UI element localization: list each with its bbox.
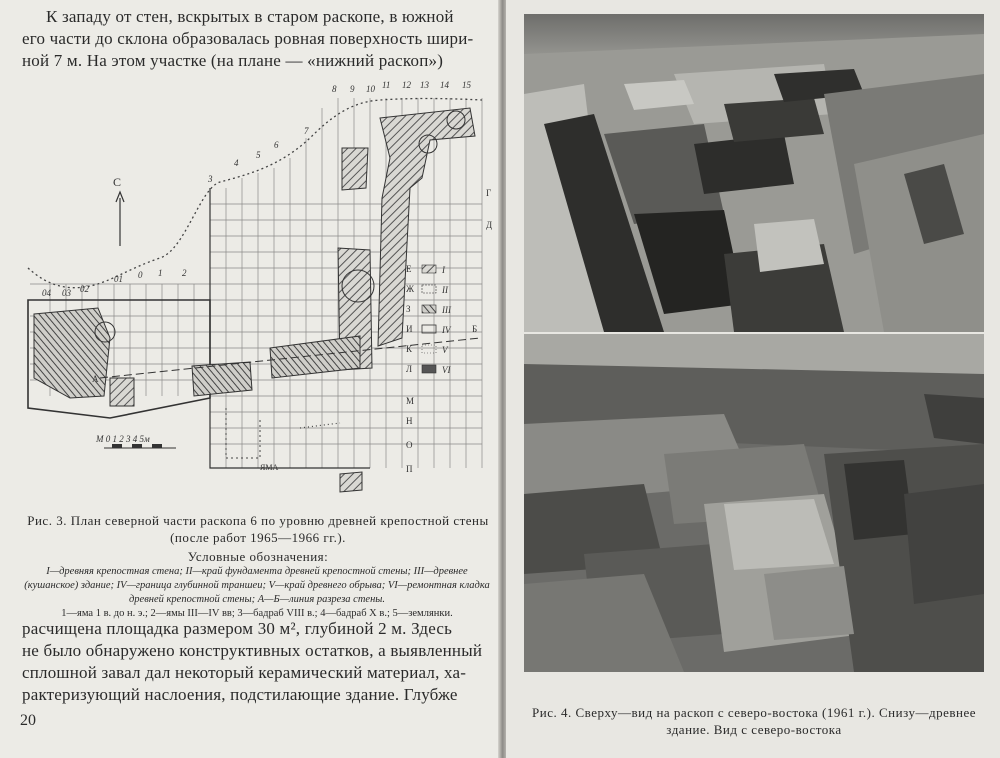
text-line: расчищена площадка размером 30 м², глубиной 2 м. Здесь [22,619,453,638]
row-letter: З [406,304,411,314]
slope-number: 5 [256,150,261,160]
legend-key: II [442,285,448,295]
slope-number: 3 [208,174,213,184]
row-letter: Г [486,188,492,198]
row-letter: Л [406,364,413,374]
col-number: 10 [366,84,375,94]
col-number: 14 [440,80,449,90]
lower-number: 01 [114,274,123,284]
legend-key: IV [442,325,451,335]
page-number: 20 [20,712,36,729]
lower-number: 03 [62,288,71,298]
slope-number: 7 [304,126,309,136]
section-label: А [92,374,99,384]
photo-excavation-bottom [524,334,984,672]
figure-4-caption: Рис. 4. Сверху—вид на раскоп с северо-востока (1961 г.). Снизу—древнее здание. Вид с северо-востока [532,705,976,737]
excavation-plan [10,78,496,508]
col-number: 12 [402,80,411,90]
bottom-paragraph [22,618,492,706]
row-letter: М [406,396,415,406]
row-letter: Н [406,416,413,426]
lower-number: 2 [182,268,187,278]
text-line: его части до склона образовалась ровная поверхность шири- [22,29,474,48]
legend-key: VI [442,365,451,375]
legend-heading: Условные обозначения: [187,549,329,564]
text-line: К западу от стен, вскрытых в старом раскопе, в южной [46,7,454,26]
row-letter: И [406,324,413,334]
legend-key: III [442,305,451,315]
text-line: не было обнаружено конструктивных остатков, а выявленный [22,641,483,660]
row-letter: О [406,440,413,450]
plan-legend [422,265,452,375]
photo-excavation-top [524,14,984,332]
row-letter: К [406,344,413,354]
row-letter: Д [486,220,493,230]
lower-number: 1 [158,268,163,278]
section-label: Б [472,324,478,334]
text-line: рактеризующий наслоения, подстилающие здание. Глубже [22,685,458,704]
lower-number: 04 [42,288,51,298]
lower-number: 02 [80,284,89,294]
slope-number: 6 [274,140,279,150]
legend-key: V [442,345,448,355]
top-paragraph [22,6,492,72]
text-line: ной 7 м. На этом участке (на плане — «нижний раскоп») [22,51,444,70]
legend-text-block [18,565,496,621]
col-number: 15 [462,80,471,90]
row-letter: Е [406,264,412,274]
pit-label: ЯМА [260,463,279,472]
row-letter: Ж [406,284,415,294]
scale-label: М 0 1 2 3 4 5м [96,434,150,444]
north-label: С [113,175,122,189]
col-number: 13 [420,80,429,90]
scale-bar [95,434,176,448]
lower-number: 0 [138,270,143,280]
text-line: сплошной завал дал некоторый керамический материал, ха- [22,663,467,682]
legend-text: I—древняя крепостная стена; II—край фундамента древней крепостной стены; III—древнее (кушанское) здание; IV—граница глубинной траншеи; V—край древнего обрыва; VI—ремонтная кладка древней крепостной стены; А—Б—линия разреза стены. [24,566,490,605]
legend-numbers: 1—яма 1 в. до н. э.; 2—ямы III—IV вв; 3—бадраб VIII в.; 4—бадраб X в.; 5—землянки. [61,608,453,619]
col-number: 8 [332,84,337,94]
slope-number: 4 [234,158,239,168]
col-number: 11 [382,80,391,90]
row-letter: П [406,464,413,474]
col-number: 9 [350,84,355,94]
figure-3-caption: Рис. 3. План северной части раскопа 6 по уровню древней крепостной стены (после работ 1965—1966 гг.). [27,513,489,545]
legend-key: I [442,265,445,275]
